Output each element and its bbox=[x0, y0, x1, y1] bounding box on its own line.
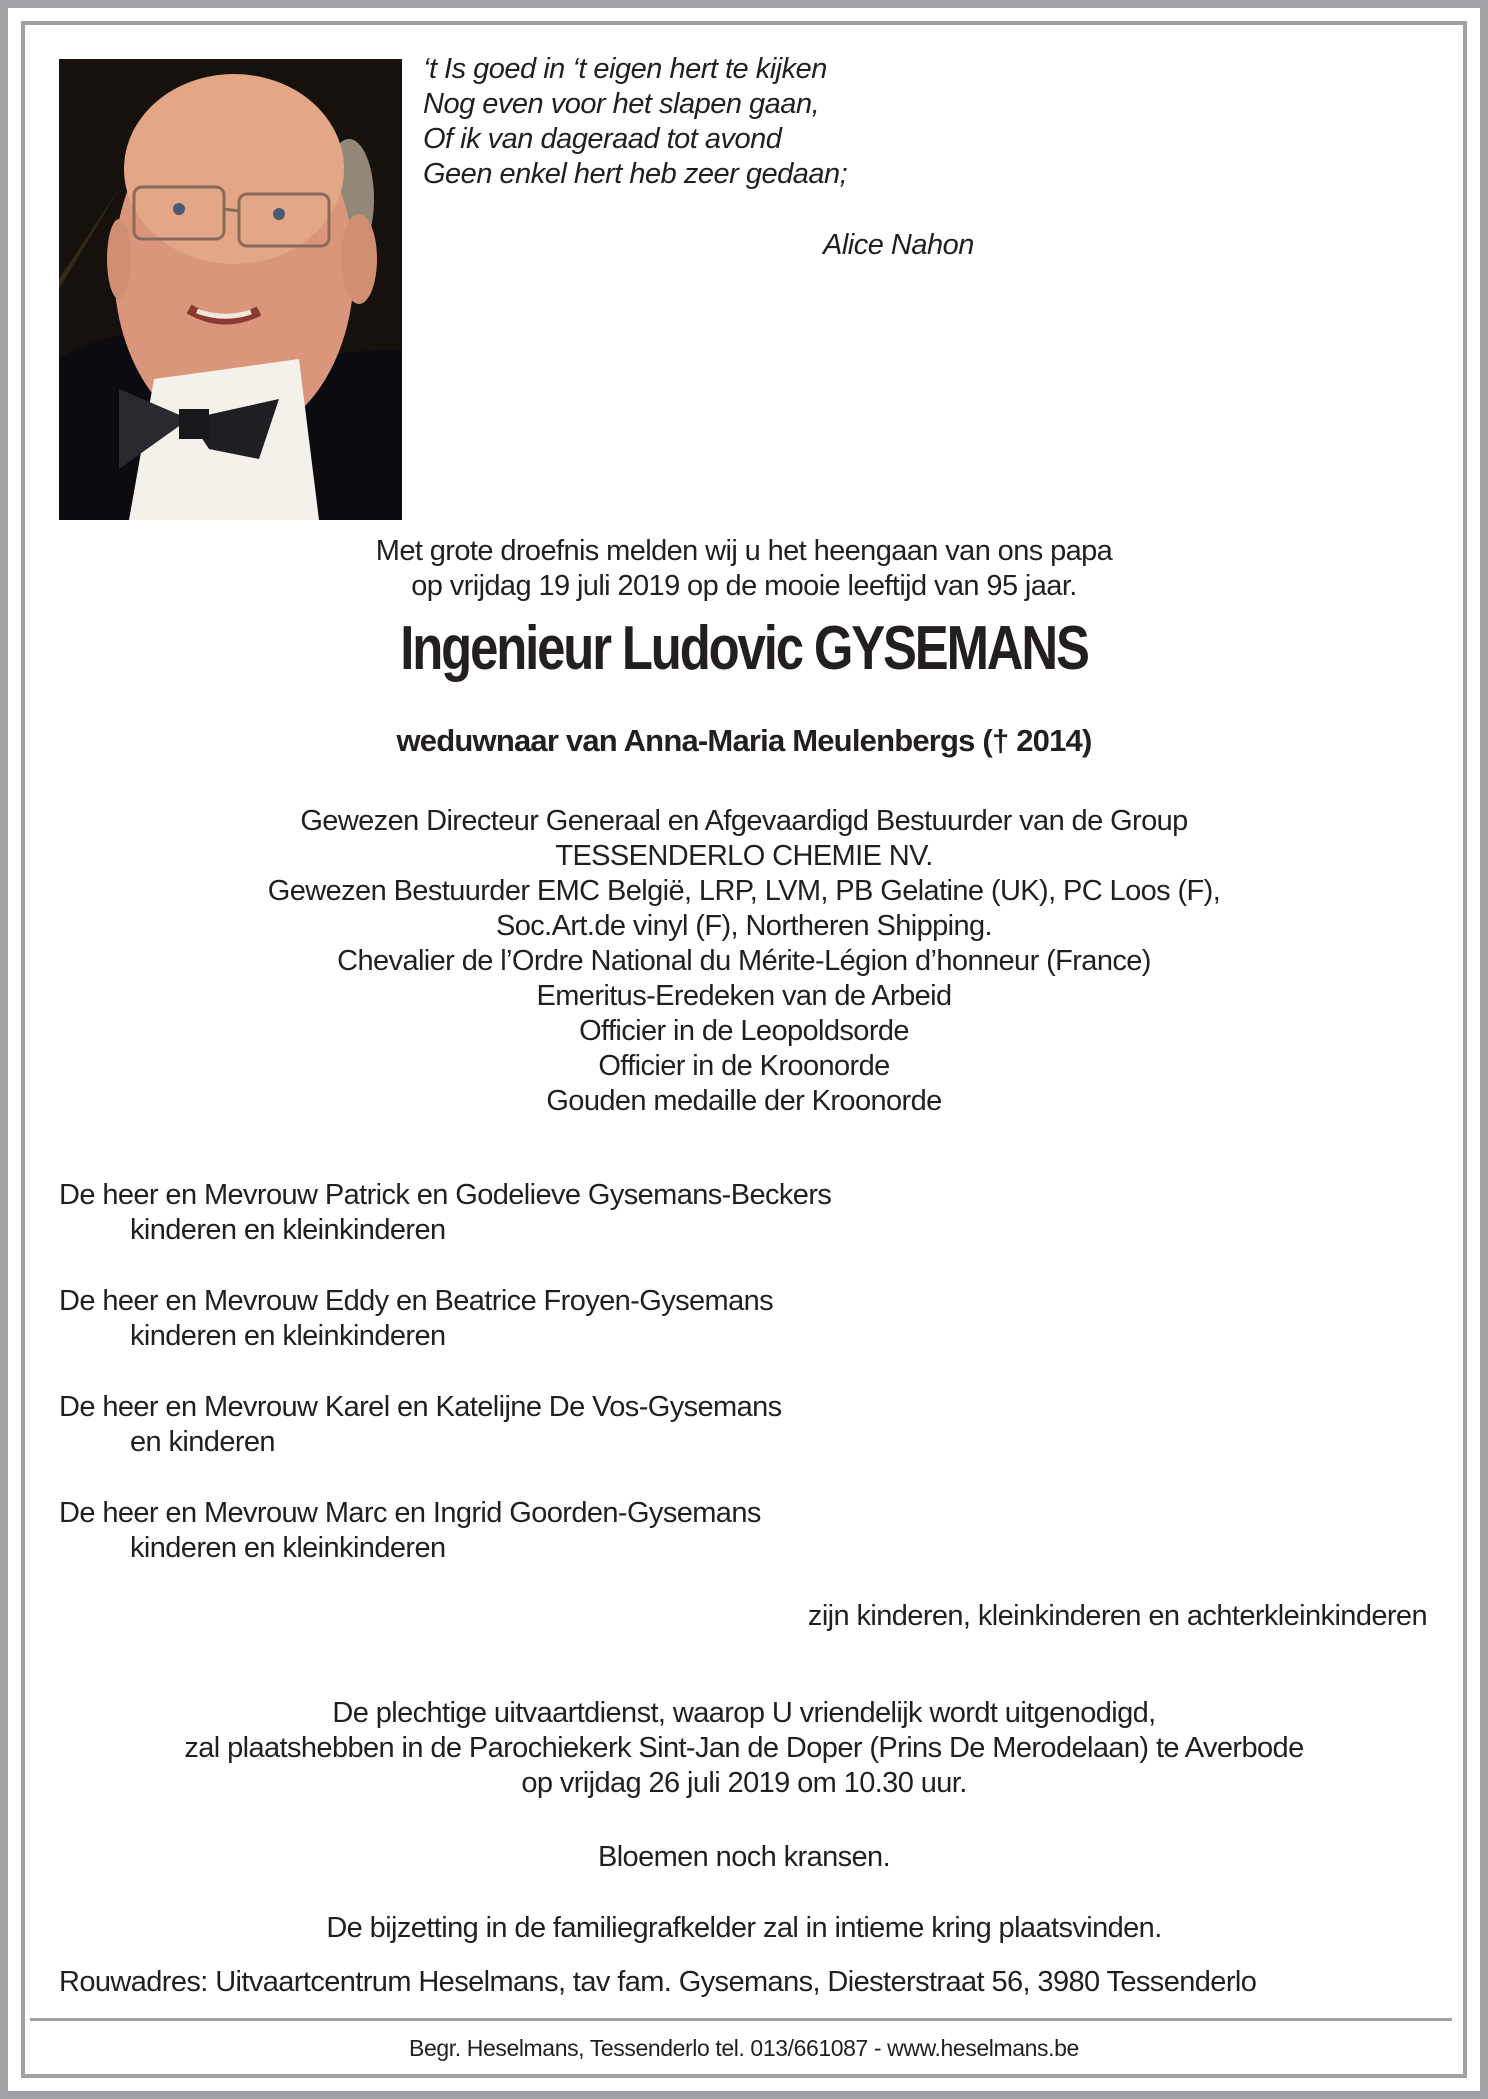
footer-divider bbox=[30, 2018, 1452, 2021]
intro-line: Met grote droefnis melden wij u het heengaan van ons papa bbox=[375, 535, 1113, 567]
career-line: Gouden medaille der Kroonorde bbox=[546, 1085, 942, 1117]
portrait-image bbox=[59, 59, 402, 520]
poem-line: Of ik van dageraad tot avond bbox=[423, 123, 782, 155]
announcement-intro bbox=[26, 534, 1462, 604]
career-line: Emeritus-Eredeken van de Arbeid bbox=[536, 980, 952, 1012]
mourning-address: Rouwadres: Uitvaartcentrum Heselmans, tav fam. Gysemans, Diesterstraat 56, 3980 Tessenderlo bbox=[59, 1966, 1257, 1998]
family-sub: en kinderen bbox=[130, 1426, 275, 1458]
career-line: Gewezen Bestuurder EMC België, LRP, LVM, PB Gelatine (UK), PC Loos (F), bbox=[267, 875, 1221, 907]
family-name: De heer en Mevrouw Eddy en Beatrice Froyen-Gysemans bbox=[59, 1285, 774, 1317]
service-line: zal plaatshebben in de Parochiekerk Sint-Jan de Doper (Prins De Merodelaan) te Averbode bbox=[184, 1732, 1304, 1764]
family-sub: kinderen en kleinkinderen bbox=[130, 1320, 446, 1352]
family-entry bbox=[59, 1496, 831, 1566]
widower-line: weduwnaar van Anna-Maria Meulenbergs († 2014) bbox=[396, 723, 1092, 758]
career-line: TESSENDERLO CHEMIE NV. bbox=[555, 840, 933, 872]
career-line: Officier in de Kroonorde bbox=[598, 1050, 890, 1082]
career-line: Gewezen Directeur Generaal en Afgevaardigd Bestuurder van de Group bbox=[300, 805, 1188, 837]
deceased-name: Ingenieur Ludovic GYSEMANS bbox=[400, 614, 1088, 683]
family-entry bbox=[59, 1284, 831, 1354]
burial-note: De bijzetting in de familiegrafkelder zal in intieme kring plaatsvinden. bbox=[326, 1912, 1162, 1944]
service-line: De plechtige uitvaartdienst, waarop U vriendelijk wordt uitgenodigd, bbox=[332, 1697, 1156, 1729]
poem-author: Alice Nahon bbox=[823, 229, 974, 261]
family-name: De heer en Mevrouw Marc en Ingrid Goorden-Gysemans bbox=[59, 1497, 761, 1529]
career-line: Soc.Art.de vinyl (F), Northeren Shipping. bbox=[495, 910, 992, 942]
survivors-line: zijn kinderen, kleinkinderen en achterkleinkinderen bbox=[807, 1600, 1427, 1632]
poem bbox=[423, 52, 974, 263]
funeral-service bbox=[26, 1696, 1462, 1801]
family-name: De heer en Mevrouw Patrick en Godelieve Gysemans-Beckers bbox=[59, 1179, 832, 1211]
career-line: Chevalier de l’Ordre National du Mérite-Légion d’honneur (France) bbox=[337, 945, 1151, 977]
footer-credit: Begr. Heselmans, Tessenderlo tel. 013/661087 - www.heselmans.be bbox=[409, 2035, 1079, 2061]
poem-line: Geen enkel hert heb zeer gedaan; bbox=[423, 158, 848, 190]
family-sub: kinderen en kleinkinderen bbox=[130, 1214, 446, 1246]
family-entry bbox=[59, 1178, 831, 1248]
flowers-note: Bloemen noch kransen. bbox=[597, 1841, 891, 1873]
family-entry bbox=[59, 1390, 831, 1460]
service-line: op vrijdag 26 juli 2019 om 10.30 uur. bbox=[521, 1767, 967, 1799]
intro-line: op vrijdag 19 juli 2019 op de mooie leeftijd van 95 jaar. bbox=[411, 570, 1077, 602]
family-sub: kinderen en kleinkinderen bbox=[130, 1532, 446, 1564]
career-line: Officier in de Leopoldsorde bbox=[579, 1015, 909, 1047]
family-name: De heer en Mevrouw Karel en Katelijne De Vos-Gysemans bbox=[59, 1391, 782, 1423]
poem-line: ‘t Is goed in ‘t eigen hert te kijken bbox=[423, 53, 827, 85]
portrait-photo bbox=[59, 59, 402, 520]
career-list bbox=[26, 804, 1462, 1119]
family-list bbox=[59, 1178, 831, 1602]
poem-line: Nog even voor het slapen gaan, bbox=[423, 88, 820, 120]
